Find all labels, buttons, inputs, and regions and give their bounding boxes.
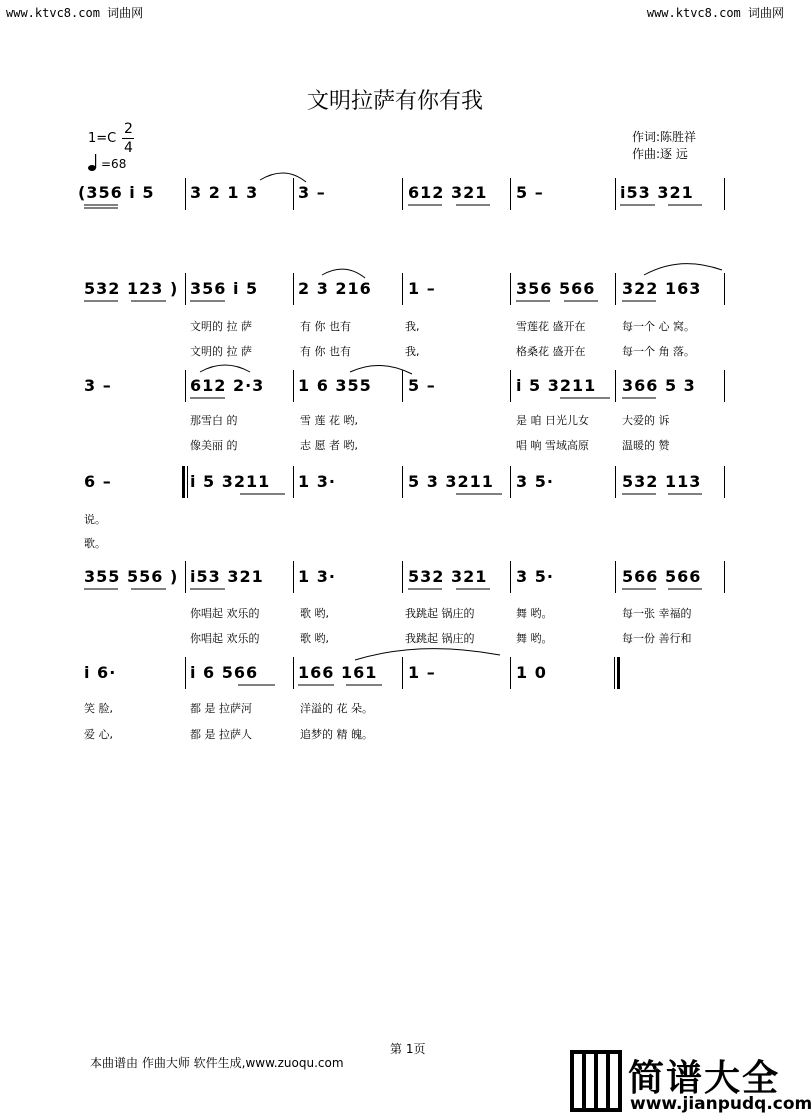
measure: 356 566 bbox=[516, 279, 596, 298]
measure: i53 321 bbox=[190, 567, 264, 586]
lyric: 追梦的 精 魄。 bbox=[300, 728, 373, 741]
slur bbox=[355, 649, 500, 660]
measure: 612 321 bbox=[408, 183, 488, 202]
lyric: 雪 莲 花 哟, bbox=[300, 414, 358, 427]
slur bbox=[260, 173, 306, 182]
footer-software-credit: 本曲谱由 作曲大师 软件生成,www.zuoqu.com bbox=[90, 1056, 344, 1070]
measure: 5 – bbox=[516, 183, 544, 202]
lyric: 歌 哟, bbox=[300, 607, 329, 620]
page-number: 第 1页 bbox=[390, 1042, 426, 1056]
lyric: 洋溢的 花 朵。 bbox=[300, 702, 373, 715]
lyric: 温暖的 赞 bbox=[622, 439, 670, 452]
tempo: =68 bbox=[101, 157, 127, 171]
time-signature-top: 2 bbox=[124, 121, 133, 137]
measure: 6 – bbox=[84, 472, 112, 491]
measure: (356 i 5 bbox=[78, 183, 155, 202]
measure: 356 i 5 bbox=[190, 279, 259, 298]
measure: 322 163 bbox=[622, 279, 702, 298]
measure: 5 – bbox=[408, 376, 436, 395]
lyric: 我, bbox=[405, 345, 420, 358]
lyric: 格桑花 盛开在 bbox=[516, 345, 586, 358]
lyric: 唱 响 雪域高原 bbox=[516, 439, 589, 452]
measure: 1 0 bbox=[516, 663, 547, 682]
lyric: 你唱起 欢乐的 bbox=[190, 607, 260, 620]
measure: 366 5 3 bbox=[622, 376, 696, 395]
measure: 3 2 1 3 bbox=[190, 183, 259, 202]
lyric: 爱 心, bbox=[84, 728, 113, 741]
measure: 3 5· bbox=[516, 567, 554, 586]
lyric: 志 愿 者 哟, bbox=[300, 439, 358, 452]
measure: i 6 566 bbox=[190, 663, 259, 682]
measure: 1 – bbox=[408, 279, 436, 298]
time-signature-bottom: 4 bbox=[124, 140, 133, 156]
lyric: 说。 bbox=[84, 513, 106, 526]
lyric: 我跳起 锅庄的 bbox=[405, 607, 475, 620]
lyric: 都 是 拉萨人 bbox=[190, 728, 252, 741]
measure: 355 556 ) bbox=[84, 567, 179, 586]
lyric: 歌 哟, bbox=[300, 632, 329, 645]
lyric: 那雪白 的 bbox=[190, 414, 238, 427]
measure: 3 – bbox=[84, 376, 112, 395]
measure: i 5 3211 bbox=[190, 472, 271, 491]
lyric: 是 咱 日光儿女 bbox=[516, 414, 589, 427]
slur bbox=[322, 269, 365, 278]
measure: i 5 3211 bbox=[516, 376, 597, 395]
lyric: 都 是 拉萨河 bbox=[190, 702, 252, 715]
measure: 3 5· bbox=[516, 472, 554, 491]
slur bbox=[644, 264, 722, 275]
measure: 532 123 ) bbox=[84, 279, 179, 298]
measure: 2 3 216 bbox=[298, 279, 372, 298]
slur bbox=[200, 365, 250, 372]
lyric: 舞 哟。 bbox=[516, 607, 553, 620]
lyric: 有 你 也有 bbox=[300, 320, 351, 333]
measure: 1 – bbox=[408, 663, 436, 682]
lyric: 像美丽 的 bbox=[190, 439, 238, 452]
lyric: 文明的 拉 萨 bbox=[190, 320, 252, 333]
measure: 566 566 bbox=[622, 567, 702, 586]
lyric: 每一个 心 窝。 bbox=[622, 320, 695, 333]
logo-title: 简谱大全 bbox=[628, 1058, 781, 1099]
slur bbox=[350, 365, 412, 374]
measure: i 6· bbox=[84, 663, 117, 682]
lyric: 舞 哟。 bbox=[516, 632, 553, 645]
logo-url: www.jianpudq.com bbox=[630, 1094, 812, 1114]
lyric: 我跳起 锅庄的 bbox=[405, 632, 475, 645]
lyric: 文明的 拉 萨 bbox=[190, 345, 252, 358]
lyric: 有 你 也有 bbox=[300, 345, 351, 358]
measure: 532 113 bbox=[622, 472, 702, 491]
lyric: 雪莲花 盛开在 bbox=[516, 320, 586, 333]
piano-keys-icon bbox=[570, 1050, 622, 1116]
measure: 1 6 355 bbox=[298, 376, 372, 395]
composer: 作曲:逐 远 bbox=[632, 147, 688, 161]
lyric: 大爱的 诉 bbox=[622, 414, 670, 427]
measure: 166 161 bbox=[298, 663, 378, 682]
measure: 1 3· bbox=[298, 567, 336, 586]
lyric: 每一份 善行和 bbox=[622, 632, 692, 645]
lyric: 我, bbox=[405, 320, 420, 333]
measure: 1 3· bbox=[298, 472, 336, 491]
measure: 5 3 3211 bbox=[408, 472, 494, 491]
lyric: 每一张 幸福的 bbox=[622, 607, 692, 620]
song-title: 文明拉萨有你有我 bbox=[306, 89, 483, 114]
key-signature: 1=C bbox=[88, 131, 117, 146]
measure: 3 – bbox=[298, 183, 326, 202]
lyricist: 作词:陈胜祥 bbox=[632, 130, 697, 144]
lyric: 歌。 bbox=[84, 537, 106, 550]
header-right-site: www.ktvc8.com 词曲网 bbox=[646, 6, 784, 20]
lyric: 每一个 角 落。 bbox=[622, 345, 695, 358]
header-left-site: www.ktvc8.com 词曲网 bbox=[6, 6, 144, 20]
measure: 532 321 bbox=[408, 567, 488, 586]
measure: i53 321 bbox=[620, 183, 694, 202]
lyric: 笑 脸, bbox=[84, 702, 113, 715]
measure: 612 2·3 bbox=[190, 376, 265, 395]
lyric: 你唱起 欢乐的 bbox=[190, 632, 260, 645]
